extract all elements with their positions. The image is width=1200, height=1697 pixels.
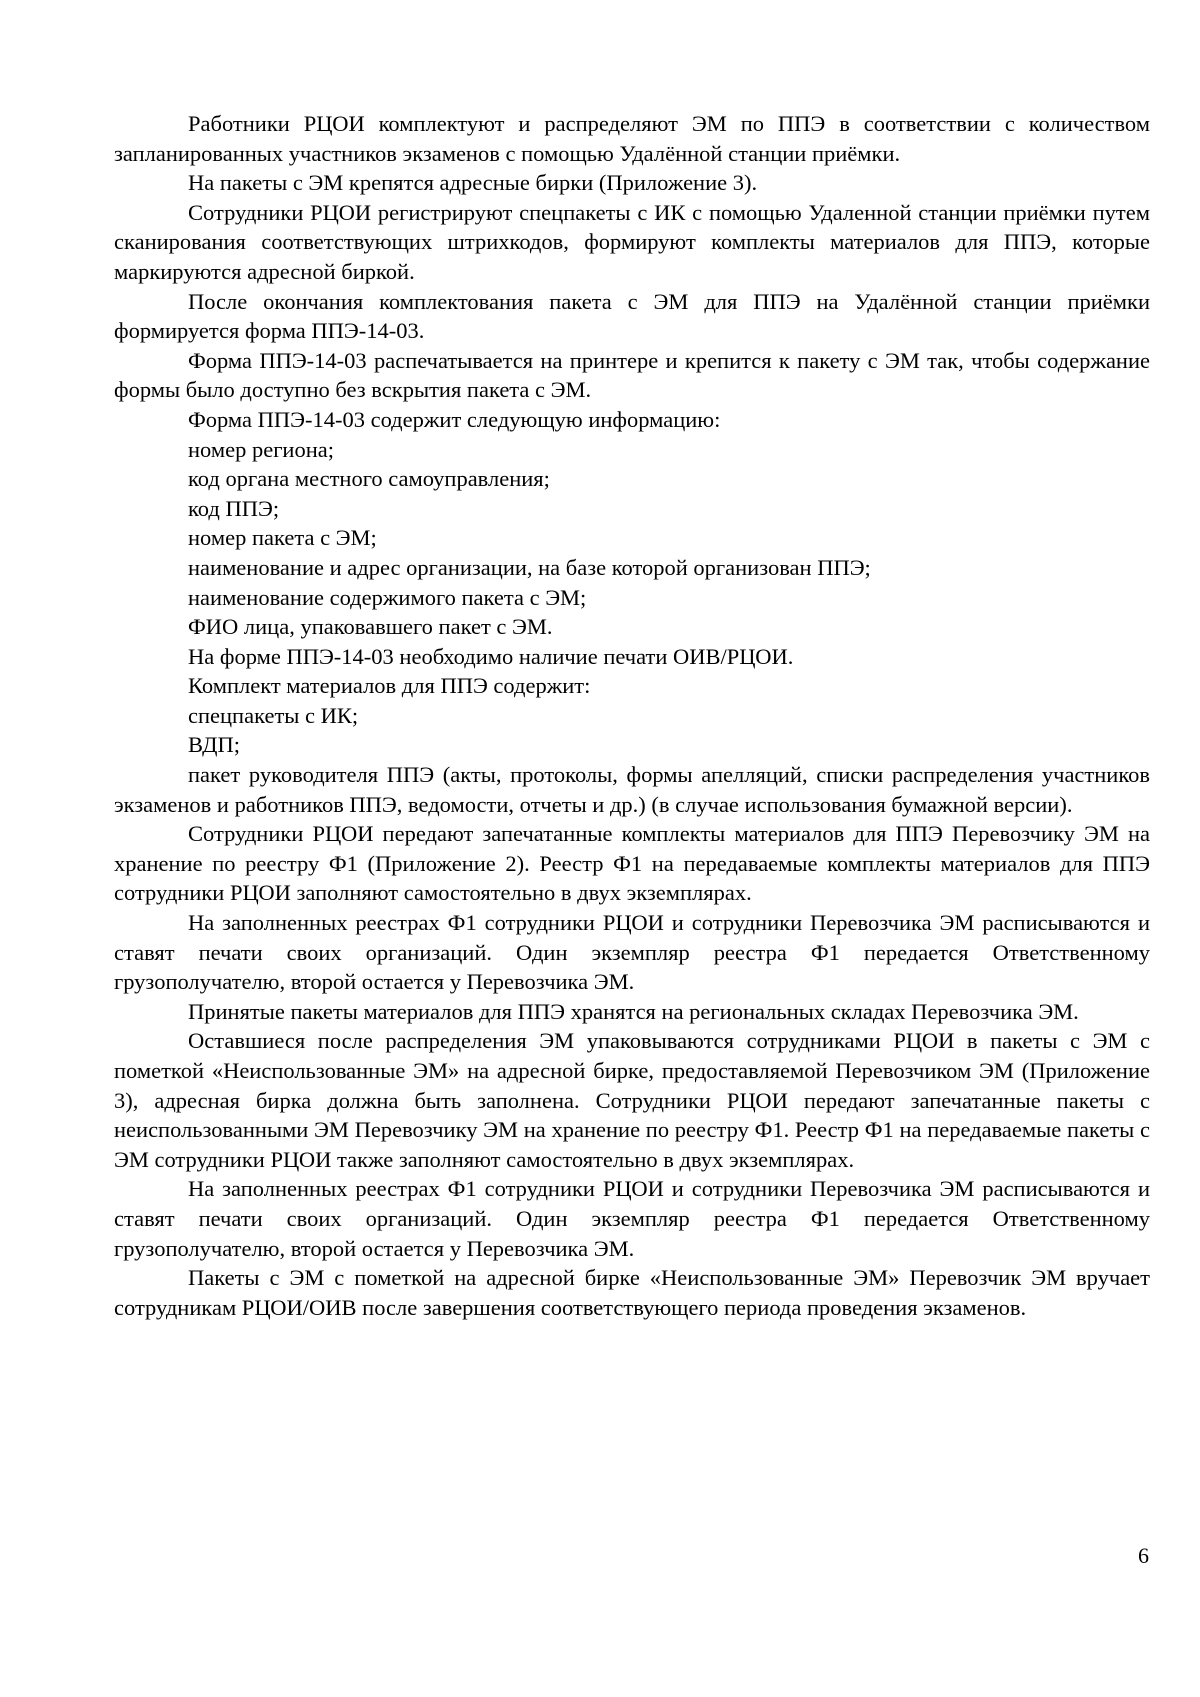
paragraph: наименование и адрес организации, на базе которой организован ППЭ;: [188, 554, 871, 580]
paragraph: Сотрудники РЦОИ передают запечатанные комплекты материалов для ППЭ Перевозчику ЭМ на хранение по реестру Ф1 (Приложение 2). Реестр Ф1 на передаваемые комплекты материалов для ППЭ сотрудники РЦОИ заполняют самостоятельно в двух экземплярах.: [114, 821, 1150, 906]
paragraph: пакет руководителя ППЭ (акты, протоколы, формы апелляций, списки распределения участников экзаменов и работников ППЭ, ведомости, отчеты и др.) (в случае использования бумажной версии).: [114, 762, 1150, 817]
paragraph: спецпакеты с ИК;: [188, 702, 359, 728]
paragraph: номер пакета с ЭМ;: [188, 525, 377, 551]
paragraph: код органа местного самоуправления;: [188, 466, 550, 492]
paragraph: На заполненных реестрах Ф1 сотрудники РЦОИ и сотрудники Перевозчика ЭМ расписываются и ставят печати своих организаций. Один экземпляр реестра Ф1 передается Ответственному грузополучателю, второй остается у Перевозчика ЭМ.: [114, 1176, 1150, 1261]
page-number: 6: [1138, 1543, 1149, 1568]
paragraph: Комплект материалов для ППЭ содержит:: [188, 673, 591, 699]
paragraph: Пакеты с ЭМ с пометкой на адресной бирке «Неиспользованные ЭМ» Перевозчик ЭМ вручает сотрудникам РЦОИ/ОИВ после завершения соответствующего периода проведения экзаменов.: [114, 1265, 1150, 1320]
paragraph: После окончания комплектования пакета с ЭМ для ППЭ на Удалённой станции приёмки формируется форма ППЭ-14-03.: [114, 288, 1150, 344]
paragraph: наименование содержимого пакета с ЭМ;: [188, 584, 587, 610]
paragraph: Принятые пакеты материалов для ППЭ хранятся на региональных складах Перевозчика ЭМ.: [188, 998, 1079, 1024]
paragraph: На форме ППЭ-14-03 необходимо наличие печати ОИВ/РЦОИ.: [188, 643, 794, 669]
paragraph: Форма ППЭ-14-03 содержит следующую информацию:: [188, 406, 721, 432]
paragraph: код ППЭ;: [188, 495, 280, 521]
paragraph: Работники РЦОИ комплектуют и распределяют ЭМ по ППЭ в соответствии с количеством запланированных участников экзаменов с помощью Удалённой станции приёмки.: [114, 111, 1150, 166]
paragraph: На заполненных реестрах Ф1 сотрудники РЦОИ и сотрудники Перевозчика ЭМ расписываются и ставят печати своих организаций. Один экземпляр реестра Ф1 передается Ответственному грузополучателю, второй остается у Перевозчика ЭМ.: [114, 910, 1150, 995]
paragraph: номер региона;: [188, 436, 334, 462]
paragraph: На пакеты с ЭМ крепятся адресные бирки (Приложение 3).: [188, 170, 758, 196]
paragraph: ФИО лица, упаковавшего пакет с ЭМ.: [188, 614, 553, 640]
document-body: [114, 109, 1150, 1322]
paragraph: Форма ППЭ-14-03 распечатывается на принтере и крепится к пакету с ЭМ так, чтобы содержание формы было доступно без вскрытия пакета с ЭМ.: [114, 347, 1150, 403]
paragraph: Оставшиеся после распределения ЭМ упаковываются сотрудниками РЦОИ в пакеты с ЭМ с пометкой «Неиспользованные ЭМ» на адресной бирке, предоставляемой Перевозчиком ЭМ (Приложение 3), адресная бирка должна быть заполнена. Сотрудники РЦОИ передают запечатанные пакеты с неиспользованными ЭМ Перевозчику ЭМ на хранение по реестру Ф1. Реестр Ф1 на передаваемые пакеты с ЭМ сотрудники РЦОИ также заполняют самостоятельно в двух экземплярах.: [114, 1028, 1150, 1172]
paragraph: Сотрудники РЦОИ регистрируют спецпакеты с ИК с помощью Удаленной станции приёмки путем сканирования соответствующих штрихкодов, формируют комплекты материалов для ППЭ, которые маркируются адресной биркой.: [114, 199, 1150, 284]
paragraph: ВДП;: [188, 732, 240, 758]
